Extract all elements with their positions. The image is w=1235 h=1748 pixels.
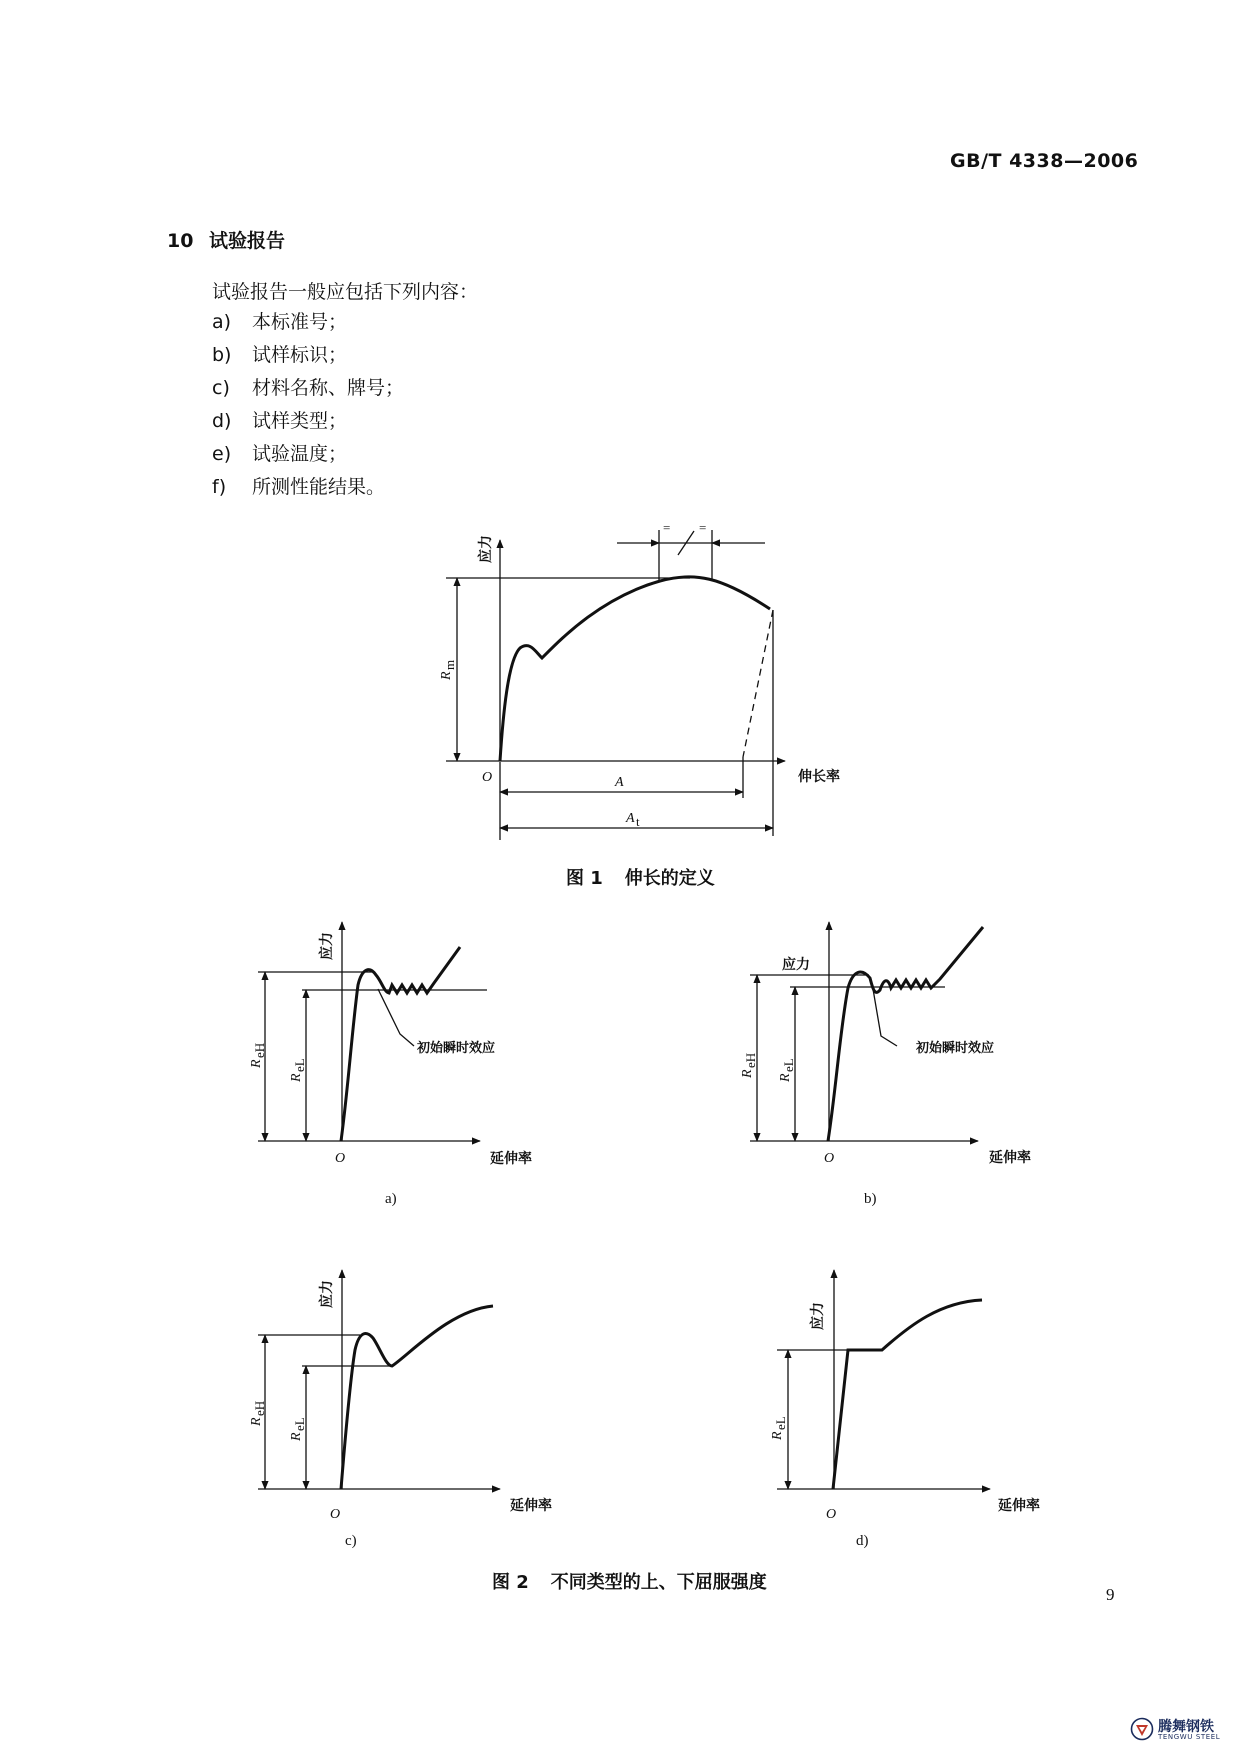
svg-text:R: R	[249, 1417, 264, 1426]
logo-emblem-icon	[1130, 1717, 1154, 1741]
standard-code: GB/T 4338—2006	[950, 150, 1139, 172]
list-marker: f)	[212, 476, 227, 498]
panel-b	[740, 922, 1031, 1207]
list-marker: d)	[212, 410, 232, 432]
svg-text:eL: eL	[292, 1058, 307, 1072]
svg-text:R: R	[740, 1069, 755, 1078]
a-label: A	[615, 775, 624, 790]
svg-text:R: R	[289, 1432, 304, 1441]
svg-text:O: O	[824, 1151, 835, 1166]
list-item-text: 所测性能结果。	[252, 476, 386, 498]
panel-d	[770, 1270, 1040, 1549]
svg-text:m: m	[442, 659, 457, 670]
origin-label: O	[482, 770, 493, 785]
svg-text:初始瞬时效应: 初始瞬时效应	[417, 1041, 496, 1056]
svg-text:eL: eL	[773, 1416, 788, 1430]
svg-text:R: R	[439, 671, 454, 680]
equal-mark-right: =	[699, 520, 707, 535]
figure-2-caption	[492, 1568, 767, 1594]
svg-text:d): d)	[856, 1533, 869, 1549]
svg-text:延伸率: 延伸率	[998, 1498, 1040, 1514]
section-intro: 试验报告一般应包括下列内容：	[212, 281, 479, 303]
section-title: 试验报告	[209, 230, 286, 252]
logo-name-en: TENGWU STEEL	[1158, 1733, 1221, 1741]
svg-text:R: R	[770, 1431, 785, 1440]
stress-axis-label: 应力	[478, 535, 494, 563]
svg-text:O: O	[335, 1151, 346, 1166]
list-marker: c)	[212, 377, 230, 399]
svg-text:eL: eL	[292, 1417, 307, 1431]
list-marker: e)	[212, 443, 232, 465]
svg-text:eH: eH	[743, 1052, 758, 1068]
list-item-text: 材料名称、牌号；	[252, 377, 405, 399]
svg-text:c): c)	[345, 1533, 357, 1549]
svg-text:R: R	[249, 1059, 264, 1068]
svg-text:延伸率: 延伸率	[510, 1498, 552, 1514]
svg-text:a): a)	[385, 1191, 397, 1207]
list-item-text: 试样类型；	[252, 410, 348, 432]
at-label: A	[626, 811, 635, 826]
panel-a	[249, 922, 532, 1207]
svg-text:b): b)	[864, 1191, 877, 1207]
list-item-text: 试样标识；	[252, 344, 348, 366]
svg-text:R: R	[289, 1073, 304, 1082]
svg-text:eL: eL	[781, 1058, 796, 1072]
equal-mark-left: =	[663, 520, 671, 535]
list-item-text: 试验温度；	[252, 443, 348, 465]
figure-1-caption-text: 伸长的定义	[624, 868, 715, 889]
svg-text:eH: eH	[252, 1042, 267, 1058]
list-item-text: 本标准号；	[252, 311, 348, 333]
svg-text:应力: 应力	[810, 1302, 826, 1330]
panel-c	[249, 1270, 552, 1549]
svg-text:O: O	[330, 1507, 341, 1522]
svg-text:延伸率: 延伸率	[989, 1150, 1031, 1166]
list-marker: a)	[212, 311, 232, 333]
logo-name-cn: 腾舞钢铁	[1158, 1719, 1214, 1735]
list-marker: b)	[212, 344, 232, 366]
figure-1-caption-number: 图 1	[566, 868, 603, 889]
figure-2-caption-number: 图 2	[492, 1572, 529, 1593]
svg-text:应力: 应力	[319, 1280, 335, 1308]
svg-text:延伸率: 延伸率	[490, 1151, 532, 1167]
section-number: 10	[167, 230, 194, 252]
svg-text:应力: 应力	[782, 957, 810, 973]
at-subscript: t	[636, 814, 640, 829]
svg-text:R: R	[778, 1073, 793, 1082]
svg-text:初始瞬时效应: 初始瞬时效应	[916, 1041, 995, 1056]
page-number: 9	[1106, 1585, 1115, 1604]
figure-2-caption-text: 不同类型的上、下屈服强度	[550, 1572, 767, 1593]
svg-text:eH: eH	[252, 1400, 267, 1416]
watermark-logo	[1128, 1716, 1228, 1744]
elongation-axis-label: 伸长率	[798, 769, 840, 785]
svg-text:O: O	[826, 1507, 837, 1522]
svg-text:应力: 应力	[319, 932, 335, 960]
